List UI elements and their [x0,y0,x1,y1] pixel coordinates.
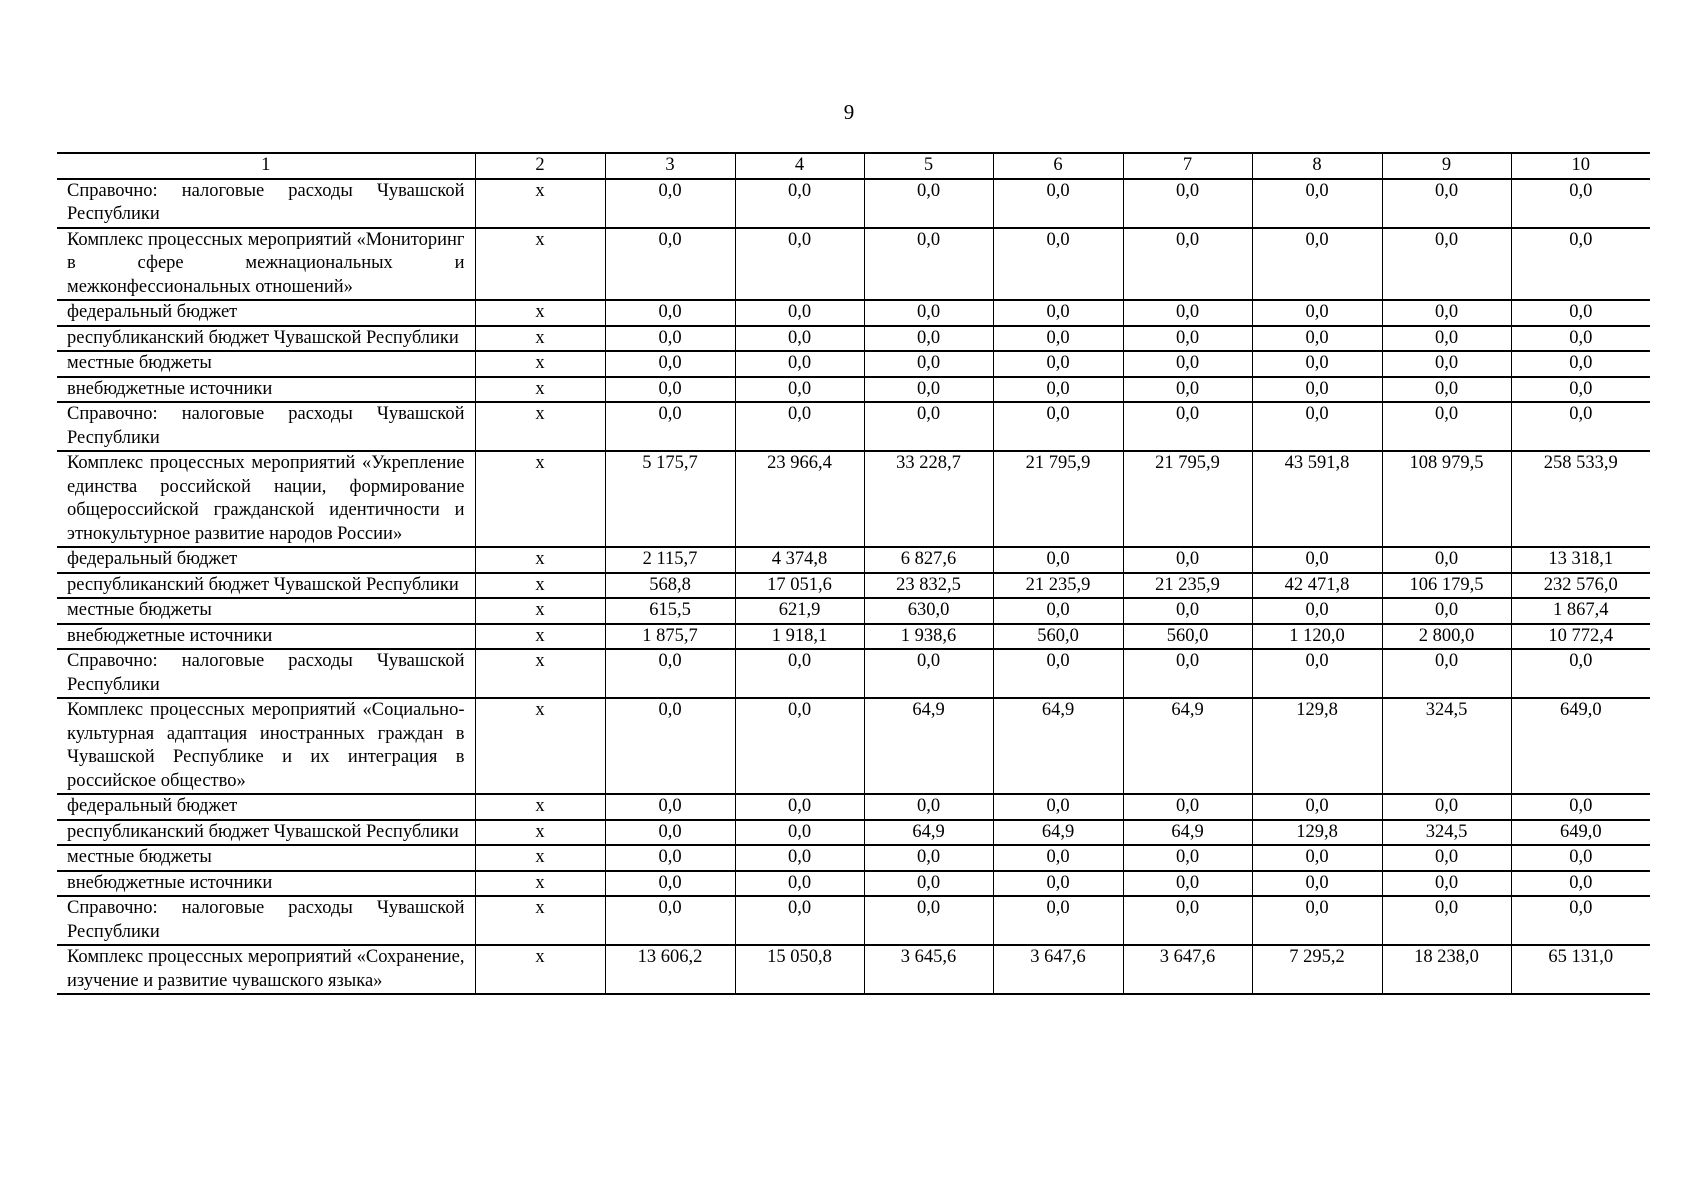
column-number-7: 7 [1123,153,1252,179]
value-cell: 0,0 [605,896,735,945]
value-cell: 17 051,6 [735,573,864,599]
value-cell: 0,0 [1123,377,1252,403]
value-cell: 1 938,6 [864,624,993,650]
value-cell: 0,0 [993,896,1123,945]
table-row [57,624,1650,650]
value-cell: 0,0 [1123,794,1252,820]
value-cell: 0,0 [1123,351,1252,377]
value-cell: 3 647,6 [1123,945,1252,994]
value-cell: 0,0 [1382,228,1511,301]
value-cell: 0,0 [735,351,864,377]
row-name-cell: местные бюджеты [57,845,475,871]
value-cell: 649,0 [1511,820,1650,846]
value-cell: 0,0 [1382,351,1511,377]
value-cell: 0,0 [1123,326,1252,352]
value-cell: 0,0 [1382,794,1511,820]
value-cell: 324,5 [1382,698,1511,794]
value-cell: 0,0 [605,845,735,871]
column-number-5: 5 [864,153,993,179]
value-cell: 0,0 [1123,179,1252,228]
value-cell: 0,0 [1252,794,1382,820]
table-row [57,845,1650,871]
value-cell: 106 179,5 [1382,573,1511,599]
value-cell: 0,0 [864,649,993,698]
value-cell: 13 318,1 [1511,547,1650,573]
value-cell: 0,0 [993,871,1123,897]
row-name-cell: Комплекс процессных мероприятий «Сохранение, изучение и развитие чувашского языка» [57,945,475,994]
value-cell: 0,0 [993,179,1123,228]
value-cell: 615,5 [605,598,735,624]
value-cell: 33 228,7 [864,451,993,547]
value-cell: 15 050,8 [735,945,864,994]
value-cell: 6 827,6 [864,547,993,573]
row-name-cell: Комплекс процессных мероприятий «Мониторинг в сфере межнациональных и межконфессиональных отношений» [57,228,475,301]
value-cell: 64,9 [864,698,993,794]
row-name-cell: Комплекс процессных мероприятий «Укрепление единства российской нации, формирование общероссийской гражданской идентичности и этнокультурное развитие народов России» [57,451,475,547]
value-cell: 0,0 [1252,377,1382,403]
value-cell: 0,0 [1123,896,1252,945]
column-number-2: 2 [475,153,605,179]
table-row [57,649,1650,698]
value-cell: 23 966,4 [735,451,864,547]
value-cell: 0,0 [605,402,735,451]
table-row [57,300,1650,326]
value-cell: 0,0 [1382,649,1511,698]
table-body [57,179,1650,995]
value-cell: 5 175,7 [605,451,735,547]
value-cell: 0,0 [1252,871,1382,897]
value-cell: 0,0 [1511,794,1650,820]
value-cell: 0,0 [735,326,864,352]
value-cell: 43 591,8 [1252,451,1382,547]
budget-table [57,152,1650,995]
row-name-cell: республиканский бюджет Чувашской Республики [57,573,475,599]
table-row [57,573,1650,599]
value-cell: 0,0 [605,300,735,326]
mark-cell: х [475,794,605,820]
mark-cell: х [475,179,605,228]
table-row [57,794,1650,820]
value-cell: 0,0 [993,547,1123,573]
page-number: 9 [843,100,855,124]
value-cell: 129,8 [1252,820,1382,846]
row-name-cell: республиканский бюджет Чувашской Республики [57,326,475,352]
row-name-cell: Справочно: налоговые расходы Чувашской Республики [57,179,475,228]
value-cell: 0,0 [864,326,993,352]
value-cell: 0,0 [1382,896,1511,945]
value-cell: 0,0 [1252,649,1382,698]
value-cell: 0,0 [1123,228,1252,301]
mark-cell: х [475,547,605,573]
table-row [57,326,1650,352]
value-cell: 0,0 [735,698,864,794]
value-cell: 0,0 [1511,300,1650,326]
value-cell: 0,0 [735,179,864,228]
column-number-8: 8 [1252,153,1382,179]
value-cell: 0,0 [1252,179,1382,228]
value-cell: 0,0 [864,228,993,301]
column-number-4: 4 [735,153,864,179]
row-name-cell: внебюджетные источники [57,624,475,650]
value-cell: 568,8 [605,573,735,599]
value-cell: 0,0 [1252,845,1382,871]
value-cell: 1 918,1 [735,624,864,650]
value-cell: 0,0 [864,377,993,403]
value-cell: 3 647,6 [993,945,1123,994]
value-cell: 324,5 [1382,820,1511,846]
row-name-cell: Справочно: налоговые расходы Чувашской Республики [57,649,475,698]
value-cell: 0,0 [735,649,864,698]
value-cell: 0,0 [1511,649,1650,698]
mark-cell: х [475,698,605,794]
table-row [57,896,1650,945]
value-cell: 0,0 [1252,326,1382,352]
value-cell: 0,0 [1123,547,1252,573]
value-cell: 0,0 [1123,871,1252,897]
mark-cell: х [475,451,605,547]
value-cell: 0,0 [735,794,864,820]
value-cell: 64,9 [993,698,1123,794]
table-row [57,377,1650,403]
value-cell: 64,9 [1123,698,1252,794]
value-cell: 258 533,9 [1511,451,1650,547]
row-name-cell: Справочно: налоговые расходы Чувашской Республики [57,402,475,451]
row-name-cell: внебюджетные источники [57,871,475,897]
table-row [57,598,1650,624]
value-cell: 0,0 [1252,896,1382,945]
value-cell: 0,0 [605,794,735,820]
mark-cell: х [475,326,605,352]
value-cell: 0,0 [605,179,735,228]
row-name-cell: местные бюджеты [57,598,475,624]
value-cell: 0,0 [605,228,735,301]
value-cell: 0,0 [1123,402,1252,451]
value-cell: 0,0 [1123,598,1252,624]
value-cell: 0,0 [864,179,993,228]
value-cell: 0,0 [864,300,993,326]
table-row [57,945,1650,994]
table-row [57,871,1650,897]
mark-cell: х [475,896,605,945]
value-cell: 4 374,8 [735,547,864,573]
value-cell: 64,9 [993,820,1123,846]
value-cell: 0,0 [1252,547,1382,573]
value-cell: 0,0 [864,402,993,451]
value-cell: 0,0 [993,326,1123,352]
mark-cell: х [475,300,605,326]
column-number-9: 9 [1382,153,1511,179]
mark-cell: х [475,945,605,994]
value-cell: 0,0 [1382,598,1511,624]
value-cell: 64,9 [864,820,993,846]
value-cell: 0,0 [1382,845,1511,871]
column-number-1: 1 [57,153,475,179]
mark-cell: х [475,351,605,377]
row-name-cell: федеральный бюджет [57,547,475,573]
value-cell: 560,0 [1123,624,1252,650]
value-cell: 0,0 [864,845,993,871]
value-cell: 108 979,5 [1382,451,1511,547]
value-cell: 0,0 [1382,326,1511,352]
value-cell: 0,0 [1511,402,1650,451]
mark-cell: х [475,377,605,403]
table-row [57,451,1650,547]
value-cell: 621,9 [735,598,864,624]
value-cell: 129,8 [1252,698,1382,794]
mark-cell: х [475,649,605,698]
value-cell: 21 235,9 [993,573,1123,599]
value-cell: 0,0 [1511,377,1650,403]
column-number-6: 6 [993,153,1123,179]
value-cell: 0,0 [864,896,993,945]
mark-cell: х [475,598,605,624]
value-cell: 0,0 [993,649,1123,698]
row-name-cell: Комплекс процессных мероприятий «Социально-культурная адаптация иностранных граждан в Чувашской Республике и их интеграция в российское общество» [57,698,475,794]
value-cell: 0,0 [605,871,735,897]
value-cell: 13 606,2 [605,945,735,994]
value-cell: 0,0 [1511,896,1650,945]
value-cell: 0,0 [1252,598,1382,624]
row-name-cell: федеральный бюджет [57,794,475,820]
value-cell: 21 795,9 [993,451,1123,547]
value-cell: 0,0 [735,845,864,871]
value-cell: 0,0 [864,351,993,377]
mark-cell: х [475,820,605,846]
value-cell: 0,0 [993,300,1123,326]
value-cell: 0,0 [1382,300,1511,326]
value-cell: 0,0 [1252,402,1382,451]
value-cell: 18 238,0 [1382,945,1511,994]
value-cell: 1 875,7 [605,624,735,650]
value-cell: 232 576,0 [1511,573,1650,599]
value-cell: 0,0 [1252,228,1382,301]
row-name-cell: местные бюджеты [57,351,475,377]
value-cell: 0,0 [993,794,1123,820]
value-cell: 0,0 [1382,402,1511,451]
value-cell: 0,0 [605,326,735,352]
value-cell: 0,0 [1382,377,1511,403]
value-cell: 7 295,2 [1252,945,1382,994]
value-cell: 23 832,5 [864,573,993,599]
value-cell: 630,0 [864,598,993,624]
value-cell: 0,0 [1511,326,1650,352]
value-cell: 0,0 [993,402,1123,451]
value-cell: 0,0 [1252,300,1382,326]
value-cell: 0,0 [1123,649,1252,698]
value-cell: 42 471,8 [1252,573,1382,599]
value-cell: 0,0 [993,598,1123,624]
mark-cell: х [475,845,605,871]
value-cell: 0,0 [735,896,864,945]
value-cell: 0,0 [1382,179,1511,228]
value-cell: 0,0 [864,794,993,820]
value-cell: 0,0 [605,377,735,403]
value-cell: 0,0 [605,649,735,698]
row-name-cell: Справочно: налоговые расходы Чувашской Республики [57,896,475,945]
mark-cell: х [475,402,605,451]
value-cell: 0,0 [1252,351,1382,377]
value-cell: 0,0 [605,698,735,794]
value-cell: 0,0 [993,228,1123,301]
value-cell: 1 867,4 [1511,598,1650,624]
mark-cell: х [475,228,605,301]
mark-cell: х [475,871,605,897]
value-cell: 0,0 [735,402,864,451]
value-cell: 0,0 [605,351,735,377]
value-cell: 10 772,4 [1511,624,1650,650]
value-cell: 560,0 [993,624,1123,650]
value-cell: 3 645,6 [864,945,993,994]
value-cell: 0,0 [1511,179,1650,228]
column-number-10: 10 [1511,153,1650,179]
value-cell: 0,0 [1511,228,1650,301]
value-cell: 64,9 [1123,820,1252,846]
row-name-cell: внебюджетные источники [57,377,475,403]
value-cell: 0,0 [1511,845,1650,871]
value-cell: 0,0 [1511,351,1650,377]
table-row [57,820,1650,846]
mark-cell: х [475,624,605,650]
value-cell: 0,0 [1123,845,1252,871]
column-number-3: 3 [605,153,735,179]
value-cell: 0,0 [1511,871,1650,897]
value-cell: 0,0 [993,845,1123,871]
value-cell: 21 795,9 [1123,451,1252,547]
value-cell: 0,0 [735,820,864,846]
value-cell: 2 115,7 [605,547,735,573]
mark-cell: х [475,573,605,599]
value-cell: 0,0 [1123,300,1252,326]
table-row [57,547,1650,573]
value-cell: 649,0 [1511,698,1650,794]
row-name-cell: республиканский бюджет Чувашской Республики [57,820,475,846]
table-row [57,402,1650,451]
value-cell: 1 120,0 [1252,624,1382,650]
value-cell: 0,0 [1382,871,1511,897]
column-number-row [57,153,1650,179]
value-cell: 0,0 [735,377,864,403]
value-cell: 0,0 [993,351,1123,377]
table-row [57,179,1650,228]
value-cell: 65 131,0 [1511,945,1650,994]
value-cell: 21 235,9 [1123,573,1252,599]
value-cell: 0,0 [605,820,735,846]
value-cell: 0,0 [993,377,1123,403]
value-cell: 0,0 [735,871,864,897]
table-row [57,228,1650,301]
row-name-cell: федеральный бюджет [57,300,475,326]
table-row [57,698,1650,794]
value-cell: 0,0 [735,228,864,301]
table-row [57,351,1650,377]
value-cell: 0,0 [864,871,993,897]
value-cell: 0,0 [1382,547,1511,573]
value-cell: 2 800,0 [1382,624,1511,650]
value-cell: 0,0 [735,300,864,326]
